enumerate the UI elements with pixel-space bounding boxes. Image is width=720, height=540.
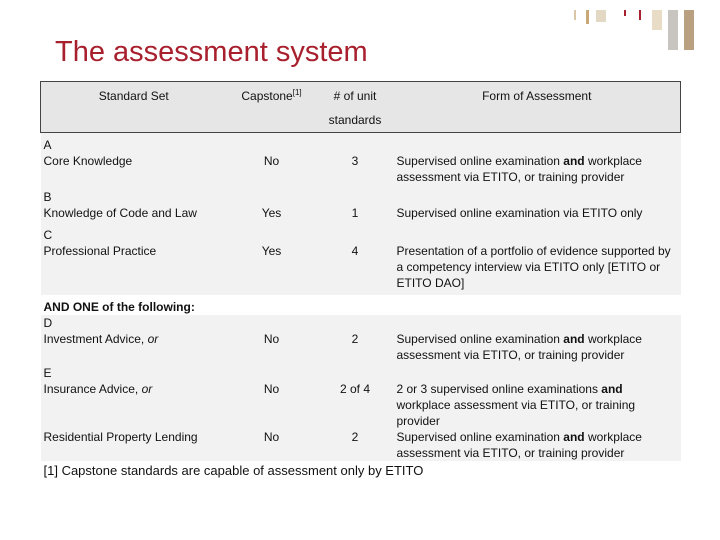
table-row (41, 205, 681, 221)
section-d-label: D (41, 315, 681, 331)
table-header-row (41, 82, 681, 133)
table-row (41, 429, 681, 461)
row-form-of-assessment (394, 153, 681, 187)
footnote-text: [1] Capstone standards are capable of assessment only by ETITO (41, 461, 681, 479)
row-capstone: Yes (227, 205, 317, 221)
page-title: The assessment system (55, 36, 368, 68)
header-standard-set: Standard Set (41, 82, 227, 133)
row-unit-count: 2 (317, 331, 394, 365)
form-text: workplace assessment via ETITO, or training provider (396, 430, 642, 460)
footnote-reference: [1] (292, 88, 302, 97)
row-standard-name (41, 331, 227, 365)
row-form-of-assessment (394, 331, 681, 365)
assessment-table (40, 81, 681, 479)
section-a-label: A (41, 133, 681, 154)
header-unit-line2: standards (328, 113, 382, 127)
form-text: Supervised online examination (396, 430, 564, 444)
decorative-stripes (560, 0, 720, 60)
row-unit-count: 3 (317, 153, 394, 187)
row-name-or: or (141, 382, 153, 396)
form-text: workplace assessment via ETITO, or training provider (396, 398, 636, 428)
header-capstone (227, 82, 317, 133)
row-capstone: No (227, 153, 317, 187)
header-unit-line1: # of unit (333, 89, 377, 103)
section-b-label: B (41, 187, 681, 205)
section-label-row (41, 295, 681, 315)
table-row (41, 381, 681, 429)
form-and: and (563, 154, 585, 168)
form-text: workplace assessment via ETITO, or training provider (396, 154, 642, 184)
row-standard-name (41, 381, 227, 429)
and-one-of-label: AND ONE of the following: (41, 295, 681, 315)
row-form-of-assessment (394, 381, 681, 429)
form-text: Supervised online examination (396, 154, 564, 168)
table-row (41, 331, 681, 365)
row-form-of-assessment (394, 429, 681, 461)
row-capstone: No (227, 331, 317, 365)
row-capstone: No (227, 429, 317, 461)
section-label-row (41, 221, 681, 243)
section-label-row (41, 187, 681, 205)
row-unit-count: 1 (317, 205, 394, 221)
header-form-of-assessment: Form of Assessment (394, 82, 681, 133)
row-name-text: Insurance Advice, (43, 382, 142, 396)
row-unit-count: 2 of 4 (317, 381, 394, 429)
row-form-of-assessment: Supervised online examination via ETITO only (394, 205, 681, 221)
section-label-row (41, 133, 681, 154)
section-e-label: E (41, 365, 681, 381)
row-standard-name: Professional Practice (41, 243, 227, 295)
form-and: and (563, 332, 585, 346)
row-capstone: No (227, 381, 317, 429)
form-and: and (601, 382, 623, 396)
footnote-row (41, 461, 681, 479)
row-standard-name: Knowledge of Code and Law (41, 205, 227, 221)
table-row (41, 153, 681, 187)
row-capstone: Yes (227, 243, 317, 295)
table-row (41, 243, 681, 295)
row-unit-count: 2 (317, 429, 394, 461)
row-standard-name: Core Knowledge (41, 153, 227, 187)
row-standard-name: Residential Property Lending (41, 429, 227, 461)
header-unit-standards (317, 82, 394, 133)
row-name-text: Investment Advice, (43, 332, 148, 346)
section-label-row (41, 365, 681, 381)
form-text: Supervised online examination (396, 332, 564, 346)
row-name-or: or (147, 332, 159, 346)
section-label-row (41, 315, 681, 331)
row-form-of-assessment: Presentation of a portfolio of evidence supported by a competency interview via ETITO only [ETITO or ETITO DAO] (394, 243, 681, 295)
header-capstone-label: Capstone (241, 89, 293, 103)
form-text: 2 or 3 supervised online examinations (396, 382, 602, 396)
form-text: workplace assessment via ETITO, or training provider (396, 332, 642, 362)
form-and: and (563, 430, 585, 444)
section-c-label: C (41, 221, 681, 243)
row-unit-count: 4 (317, 243, 394, 295)
